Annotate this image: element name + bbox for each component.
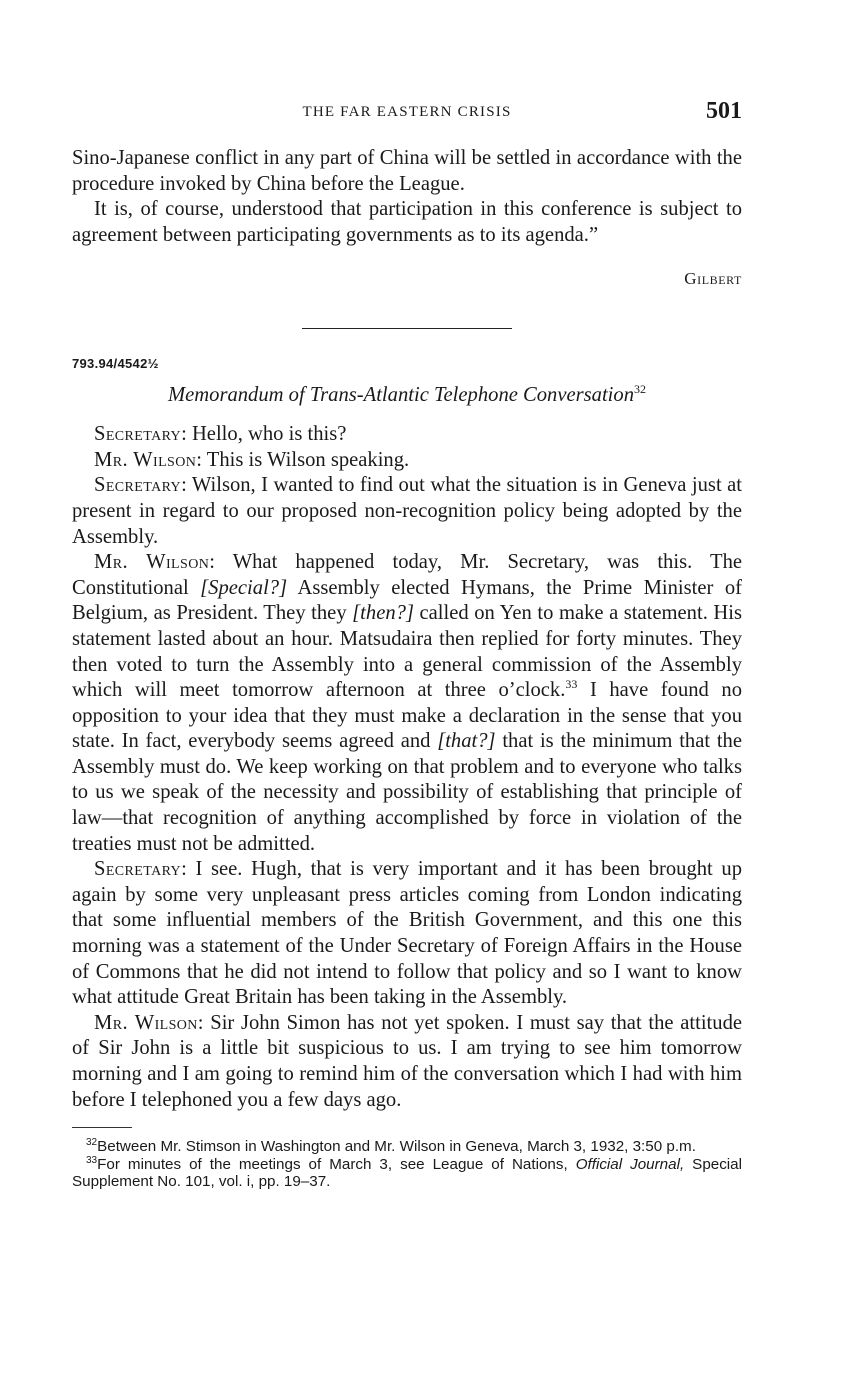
- editorial-insertion: [that?]: [437, 730, 496, 753]
- footnote-text: Special Supplement No. 101, vol. i, pp. 19–37.: [72, 1155, 742, 1191]
- page-number: 501: [706, 98, 742, 124]
- footnote-text: For minutes of the meetings of March 3, see League of Nations,: [97, 1155, 576, 1173]
- speech-text: Wilson, I wanted to find out what the situation is in Geneva just at present in regard to our proposed non-recognition policy being adopted by the Assembly.: [72, 474, 742, 548]
- intro-paragraph: Sino-Japanese conflict in any part of China will be settled in accordance with the procedure invoked by China before the League.: [72, 147, 742, 195]
- footnote: [72, 1156, 742, 1191]
- document-title-text: Memorandum of Trans-Atlantic Telephone Conversation: [167, 383, 634, 406]
- speaker-label: Secretary: [94, 858, 182, 881]
- footnote-text: Between Mr. Stimson in Washington and Mr. Wilson in Geneva, March 3, 1932, 3:50 p.m.: [97, 1138, 696, 1156]
- speech-text: called on Yen to make a statement. His statement lasted about an hour. Matsudaira then replied for forty minutes. They then voted to turn the Assembly into a general commission of the Assembly which will meet tomorrow afternoon at three o’clock.: [72, 602, 742, 702]
- speaker-label: Mr. Wilson: [94, 1011, 198, 1034]
- footnote-reference: 33: [565, 677, 578, 692]
- footnote-mark: 33: [86, 1154, 98, 1166]
- speech-paragraph: Secretary: I see. Hugh, that is very important and it has been brought up again by some very unpleasant press articles coming from London indicating that some influential members of the British Government, and this one this morning was a statement of the Under Secretary of Foreign Affairs in the House of Commons that he did not intend to follow that policy and so I want to know what attitude Great Britain has been taking in the Assembly.: [72, 858, 743, 1009]
- speech-paragraph: Secretary: Wilson, I wanted to find out what the situation is in Geneva just at present in regard to our proposed non-recognition policy being adopted by the Assembly.: [72, 474, 742, 548]
- body-text: [72, 146, 742, 1191]
- editorial-insertion: [then?]: [352, 602, 414, 625]
- file-number: 793.94/4542½: [72, 355, 159, 371]
- footnote-mark: 32: [86, 1137, 98, 1149]
- speech-paragraph: Mr. Wilson: Sir John Simon has not yet spoken. I must say that the attitude of Sir John is a little bit suspicious to us. I am trying to see him tomorrow morning and I am going to remind him of the conversation which I had with him before I telephoned you a few days ago.: [72, 1011, 743, 1111]
- speech-text: Sir John Simon has not yet spoken. I must say that the attitude of Sir John is a little bit suspicious to us. I am trying to see him tomorrow morning and I am going to remind him of the conversation which I had with him before I telephoned you a few days ago.: [72, 1011, 743, 1111]
- editorial-insertion: [Special?]: [200, 576, 288, 599]
- section-divider: [302, 328, 512, 329]
- speaker-label: Secretary: [94, 423, 182, 446]
- speech-text: Hello, who is this?: [191, 423, 347, 446]
- speaker-label: Mr. Wilson: [94, 448, 197, 471]
- speech-text: that is the minimum that the Assembly must do. We keep working on that problem and to everyone who talks to us we speak of the necessity and possibility of establishing that principle of law—that recognition of anything accomplished by force in violation of the treaties must not be admitted.: [72, 730, 742, 855]
- speech-text: I have found no opposition to your idea that they must make a declaration in the sense that you state. In fact, everybody seems agreed and: [72, 679, 742, 753]
- footnote-divider: [72, 1127, 132, 1128]
- running-title: THE FAR EASTERN CRISIS: [302, 104, 512, 120]
- intro-paragraph: It is, of course, understood that participation in this conference is subject to agreement between participating governments as to its agenda.”: [72, 198, 742, 246]
- footnotes: [72, 1138, 742, 1191]
- speech-text: I see. Hugh, that is very important and it has been brought up again by some very unpleasant press articles coming from London indicating that some influential members of the British Government, and this one this morning was a statement of the Under Secretary of Foreign Affairs in the House of Commons that he did not intend to follow that policy and so I want to know what attitude Great Britain has been taking in the Assembly.: [72, 858, 743, 1009]
- speech-paragraph: Secretary: Hello, who is this?: [94, 423, 347, 446]
- footnote-reference: 32: [634, 381, 646, 396]
- speech-text: This is Wilson speaking.: [206, 448, 410, 471]
- footnote-publication-title: Official Journal,: [575, 1155, 685, 1173]
- running-header: [72, 100, 742, 130]
- speaker-label: Mr. Wilson: [94, 551, 210, 574]
- speech-text: What happened today, Mr. Secretary, was this. The Constitutional: [72, 551, 743, 599]
- speech-paragraph: Mr. Wilson: This is Wilson speaking.: [94, 448, 410, 471]
- speech-paragraph: Mr. Wilson: What happened today, Mr. Secretary, was this. The Constitutional [Special?] Assembly elected Hymans, the Prime Minister of Belgium, as President. They they [then?] called on Yen to make a statement. His statement lasted about an hour. Matsudaira then replied for forty minutes. They then voted to turn the Assembly into a general commission of the Assembly which will meet tomorrow afternoon at three o’clock.$^{33}$ I have found no opposition to your idea that they must make a declaration in the sense that you state. In fact, everybody seems agreed and [that?] that is the minimum that the Assembly must do. We keep working on that problem and to everyone who talks to us we speak of the necessity and possibility of establishing that principle of law—that recognition of anything accomplished by force in violation of the treaties must not be admitted.: [72, 551, 743, 855]
- signature: Gilbert: [684, 269, 742, 289]
- footnote: [72, 1138, 742, 1156]
- speaker-label: Secretary: [94, 474, 182, 497]
- document-title: [72, 383, 742, 409]
- speech-text: Assembly elected Hymans, the Prime Minister of Belgium, as President. They they: [72, 576, 742, 625]
